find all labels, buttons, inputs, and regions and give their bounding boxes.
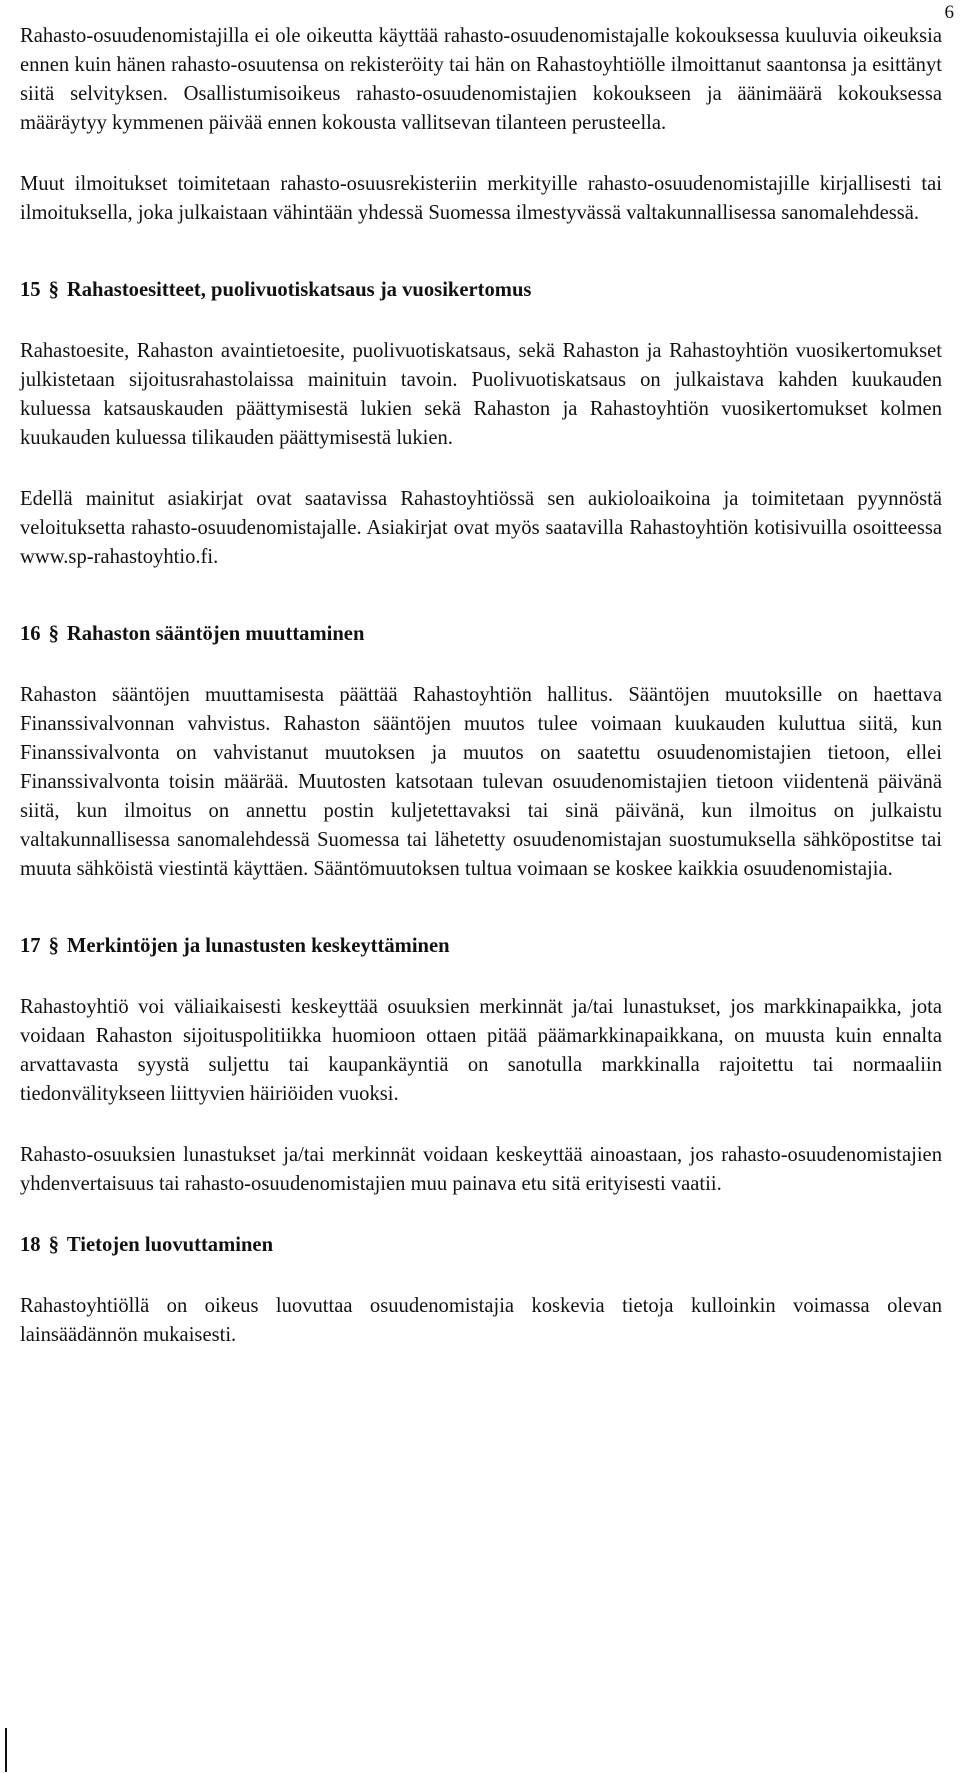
section-mark: § [48,935,59,957]
paragraph-other-notices: Muut ilmoitukset toimitetaan rahasto-osuusrekisteriin merkityille rahasto-osuudenomistajille kirjallisesti tai ilmoituksella, joka julkaistaan vähintään yhdessä Suomessa ilmestyvässä valtakunnallisessa sanomalehdessä. [20,173,942,224]
section-17-paragraph: Rahasto-osuuksien lunastukset ja/tai merkinnät voidaan keskeyttää ainoastaan, jos rahasto-osuudenomistajien yhdenvertaisuus tai rahasto-osuudenomistajien muu painava etu sitä erityisesti vaatii. [20,1144,942,1195]
paragraph-meeting-rights: Rahasto-osuudenomistajilla ei ole oikeutta käyttää rahasto-osuudenomistajalle kokouksessa kuuluvia oikeuksia ennen kuin hänen rahasto-osuutensa on rekisteröity tai hän on Rahastoyhtiölle ilmoittanut saantonsa ja esittänyt siitä selvityksen. Osallistumisoikeus rahasto-osuudenomistajien kokoukseen ja äänimäärä kokouksessa määräytyy kymmenen päivää ennen kokousta vallitsevan tilanteen perusteella. [20,25,942,134]
section-17-paragraph: Rahastoyhtiö voi väliaikaisesti keskeyttää osuuksien merkinnät ja/tai lunastukset, jos markkinapaikka, jota voidaan Rahaston sijoituspolitiikka huomioon ottaen pitää päämarkkinapaikkana, on muusta kuin ennalta arvattavasta syystä suljettu tai kaupankäyntiä on sanotulla markkinalla rajoitettu tai normaaliin tiedonvälitykseen liittyvien häiriöiden vuoksi. [20,996,942,1105]
section-title: Merkintöjen ja lunastusten keskeyttäminen [66,935,450,957]
section-mark: § [48,1234,59,1256]
section-15-paragraph: Edellä mainitut asiakirjat ovat saatavissa Rahastoyhtiössä sen aukioloaikoina ja toimitetaan pyynnöstä veloituksetta rahasto-osuudenomistajalle. Asiakirjat ovat myös saatavilla Rahastoyhtiön kotisivuilla osoitteessa www.sp-rahastoyhtio.fi. [20,488,942,568]
section-title: Rahastoesitteet, puolivuotiskatsaus ja vuosikertomus [66,279,532,301]
section-17-heading [20,932,942,961]
section-mark: § [48,279,59,301]
section-16-heading [20,620,942,649]
section-15-heading [20,276,942,305]
section-number: 17 [20,935,41,957]
section-18-heading [20,1231,942,1260]
section-title: Tietojen luovuttaminen [66,1234,274,1256]
document-body [20,22,942,1350]
section-18-paragraph: Rahastoyhtiöllä on oikeus luovuttaa osuudenomistajia koskevia tietoja kulloinkin voimassa olevan lainsäädännön mukaisesti. [20,1295,942,1346]
section-15-paragraph: Rahastoesite, Rahaston avaintietoesite, puolivuotiskatsaus, sekä Rahaston ja Rahastoyhtiön vuosikertomukset julkistetaan sijoitusrahastolaissa mainituin tavoin. Puolivuotiskatsaus on julkaistava kahden kuukauden kuluessa katsauskauden päättymisestä lukien sekä Rahaston ja Rahastoyhtiön vuosikertomukset kolmen kuukauden kuluessa tilikauden päättymisestä lukien. [20,340,942,449]
section-16-paragraph: Rahaston sääntöjen muuttamisesta päättää Rahastoyhtiön hallitus. Sääntöjen muutoksille on haettava Finanssivalvonnan vahvistus. Rahaston sääntöjen muutos tulee voimaan kuukauden kuluttua siitä, kun Finanssivalvonta on vahvistanut muutoksen ja muutos on saatettu osuudenomistajien tietoon, ellei Finanssivalvonta toisin määrää. Muutosten katsotaan tulevan osuudenomistajien tietoon viidentenä päivänä siitä, kun ilmoitus on annettu postin kuljetettavaksi tai sinä päivänä, kun ilmoitus on julkaistu valtakunnallisessa sanomalehdessä Suomessa tai lähetetty osuudenomistajan suostumuksella sähköpostitse tai muuta sähköistä viestintä käyttäen. Sääntömuutoksen tultua voimaan se koskee kaikkia osuudenomistajia. [20,684,942,880]
section-title: Rahaston sääntöjen muuttaminen [66,623,365,645]
page-number: 6 [944,2,954,23]
section-mark: § [48,623,59,645]
section-number: 18 [20,1234,41,1256]
section-number: 16 [20,623,41,645]
section-number: 15 [20,279,41,301]
revision-change-bar [5,1728,7,1772]
